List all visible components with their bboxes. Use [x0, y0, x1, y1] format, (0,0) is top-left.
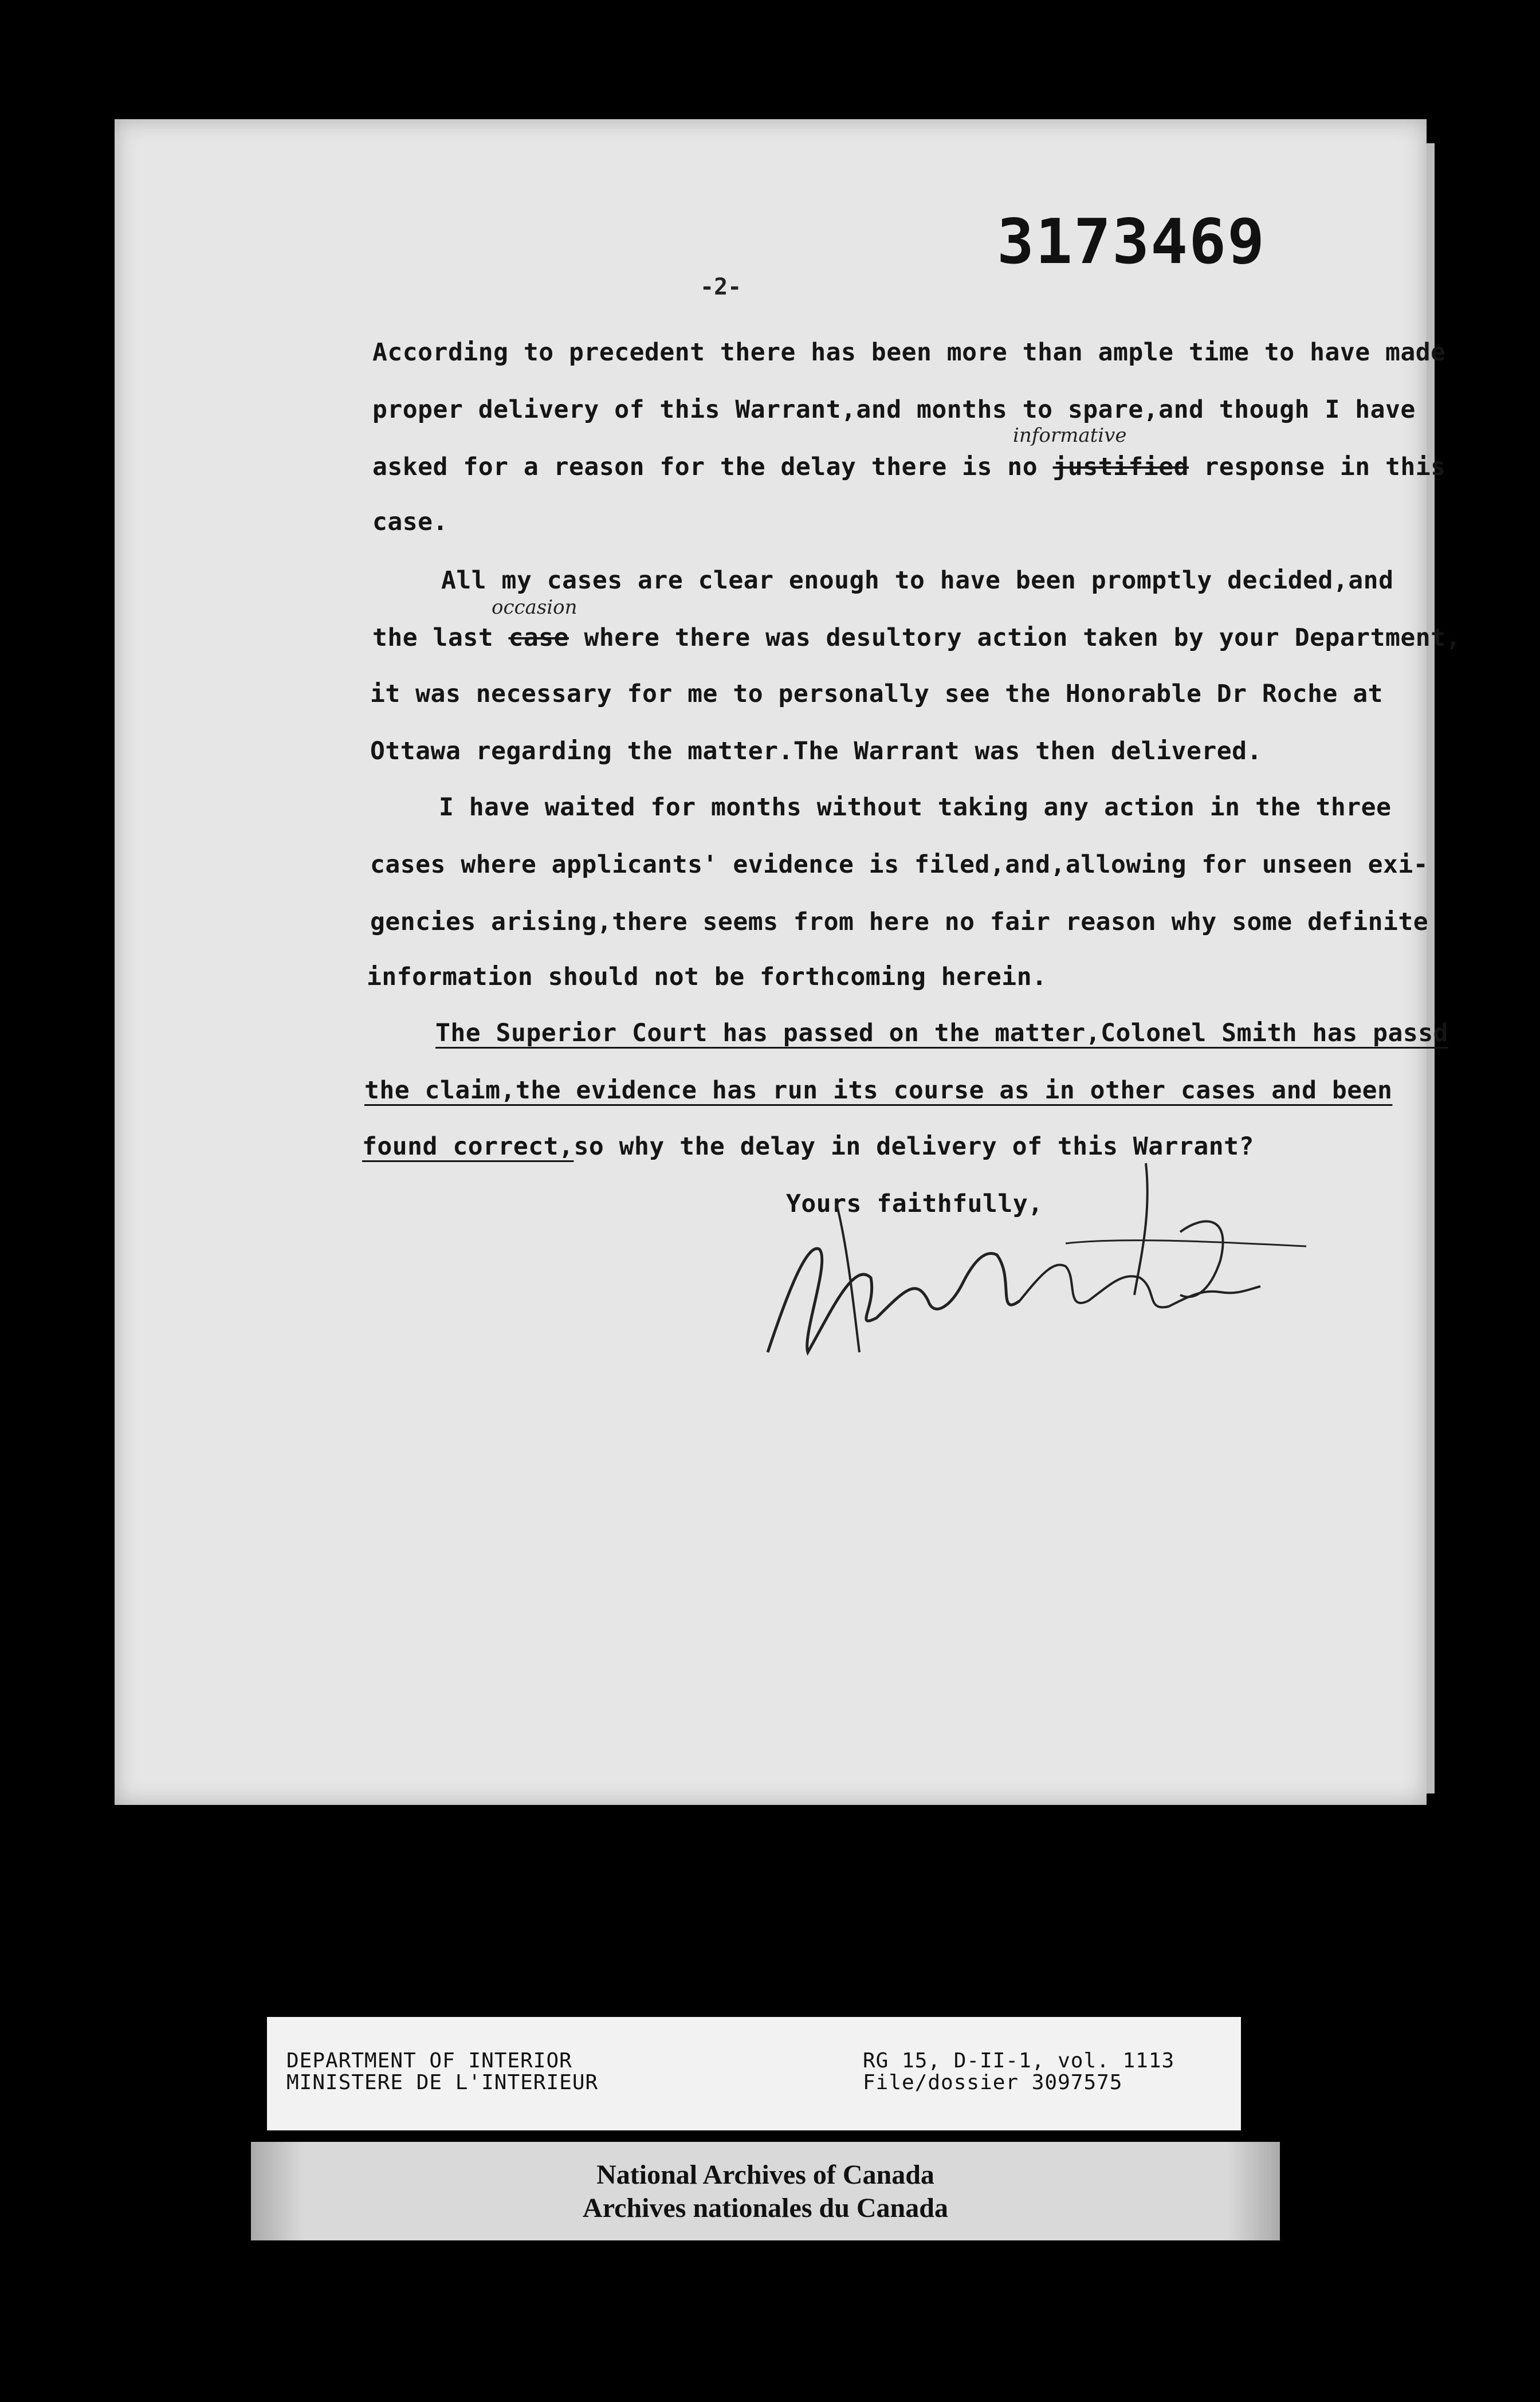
- dept-en: DEPARTMENT OF INTERIOR: [286, 2049, 572, 2073]
- archive-label-name: [251, 2142, 1280, 2240]
- closing: Yours faithfully,: [786, 1190, 1043, 1218]
- body-line-11: gencies arising,there seems from here no fair reason why some definite: [370, 908, 1429, 936]
- body-line-10: cases where applicants' evidence is filed,and,allowing for unseen exi-: [370, 850, 1429, 879]
- ref-line-2: File/dossier 3097575: [863, 2071, 1123, 2094]
- body-line-9: I have waited for months without taking any action in the three: [439, 793, 1392, 822]
- ref-line-1: RG 15, D-II-1, vol. 1113: [863, 2049, 1175, 2073]
- dept-fr: MINISTERE DE L'INTERIEUR: [286, 2071, 599, 2094]
- insert-informative: informative: [1013, 424, 1127, 447]
- body-line-5: All my cases are clear enough to have been promptly decided,and: [441, 566, 1394, 595]
- page-number: -2-: [700, 274, 742, 300]
- page-edge: [1427, 143, 1435, 1793]
- archives-fr: Archives nationales du Canada: [583, 2193, 948, 2223]
- body-line-8: Ottawa regarding the matter.The Warrant was then delivered.: [370, 737, 1262, 766]
- body-line-15: found correct,so why the delay in delivery of this Warrant?: [362, 1132, 1254, 1161]
- body-line-1: According to precedent there has been more than ample time to have made: [372, 338, 1446, 367]
- archive-label-ref: [267, 2017, 1241, 2130]
- insert-occasion: occasion: [492, 596, 578, 619]
- body-line-12: information should not be forthcoming herein.: [367, 963, 1047, 991]
- body-line-13: The Superior Court has passed on the matter,Colonel Smith has passd: [435, 1019, 1449, 1047]
- body-line-7: it was necessary for me to personally see the Honorable Dr Roche at: [370, 680, 1384, 708]
- document-number: 3173469: [997, 206, 1266, 278]
- body-line-6: the last case where there was desultory action taken by your Department,: [372, 623, 1461, 652]
- body-line-2: proper delivery of this Warrant,and months to spare,and though I have: [372, 395, 1416, 424]
- body-line-3: asked for a reason for the delay there is no justified response in this: [372, 453, 1446, 481]
- body-line-4: case.: [372, 508, 448, 536]
- body-line-14: the claim,the evidence has run its course as in other cases and been: [364, 1076, 1393, 1105]
- signature: [745, 1146, 1318, 1387]
- archives-en: National Archives of Canada: [596, 2160, 934, 2190]
- document-page: [115, 119, 1427, 1805]
